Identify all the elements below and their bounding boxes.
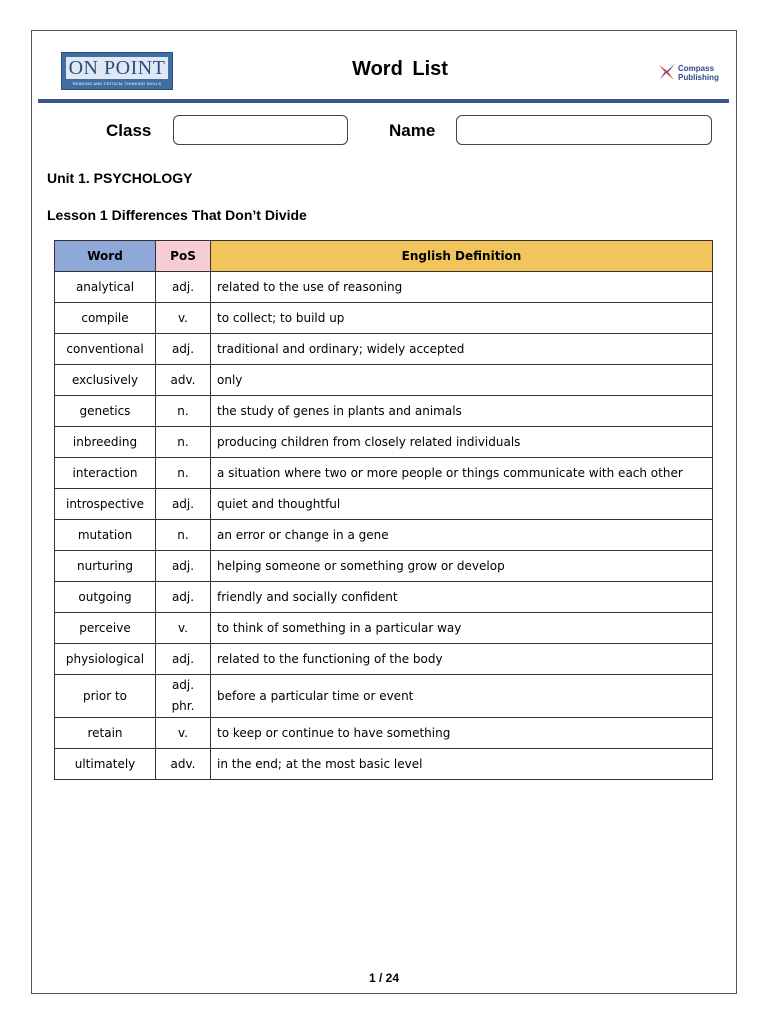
name-label: Name: [389, 121, 436, 140]
definition-cell: friendly and socially confident: [211, 582, 713, 613]
table-row: [55, 551, 713, 582]
table-row: [55, 718, 713, 749]
word-cell: ultimately: [55, 749, 156, 780]
pos-cell: adv.: [156, 749, 211, 780]
definition-cell: to keep or continue to have something: [211, 718, 713, 749]
lesson-heading: Lesson 1 Differences That Don’t Divide: [47, 207, 307, 223]
pos-cell: n.: [156, 427, 211, 458]
word-list-table: [54, 240, 713, 780]
word-cell: introspective: [55, 489, 156, 520]
header-pos: PoS: [156, 241, 211, 272]
logo-text: ON POINT: [66, 57, 168, 79]
word-cell: genetics: [55, 396, 156, 427]
definition-cell: producing children from closely related individuals: [211, 427, 713, 458]
word-cell: compile: [55, 303, 156, 334]
definition-cell: before a particular time or event: [211, 675, 713, 718]
definition-cell: in the end; at the most basic level: [211, 749, 713, 780]
class-label: Class: [106, 121, 152, 140]
pos-cell: adj.: [156, 489, 211, 520]
definition-cell: related to the functioning of the body: [211, 644, 713, 675]
word-cell: perceive: [55, 613, 156, 644]
definition-cell: the study of genes in plants and animals: [211, 396, 713, 427]
name-field[interactable]: [456, 115, 712, 145]
current-page: 1: [368, 971, 376, 985]
definition-cell: an error or change in a gene: [211, 520, 713, 551]
definition-cell: to collect; to build up: [211, 303, 713, 334]
total-pages: 24: [385, 971, 400, 985]
pos-cell: v.: [156, 613, 211, 644]
pos-cell: adv.: [156, 365, 211, 396]
table-row: [55, 272, 713, 303]
page-separator: /: [378, 971, 383, 985]
pos-line-2: phr.: [171, 699, 195, 713]
pos-cell: n.: [156, 520, 211, 551]
table-row: [55, 520, 713, 551]
header-rule: [38, 99, 729, 103]
pos-cell: adj.: [156, 272, 211, 303]
definition-cell: helping someone or something grow or develop: [211, 551, 713, 582]
publisher-name: [678, 64, 719, 82]
word-cell: mutation: [55, 520, 156, 551]
table-row: [55, 458, 713, 489]
header-definition: English Definition: [211, 241, 713, 272]
pos-cell: v.: [156, 718, 211, 749]
word-cell: nurturing: [55, 551, 156, 582]
document-title: Word List: [352, 58, 448, 80]
table-row: [55, 582, 713, 613]
word-cell: exclusively: [55, 365, 156, 396]
word-cell: retain: [55, 718, 156, 749]
header-word: Word: [55, 241, 156, 272]
table-header-row: [55, 241, 713, 272]
definition-cell: only: [211, 365, 713, 396]
table-row: [55, 365, 713, 396]
compass-star-icon: [656, 61, 678, 83]
word-cell: inbreeding: [55, 427, 156, 458]
definition-cell: quiet and thoughtful: [211, 489, 713, 520]
pos-cell: n.: [156, 396, 211, 427]
pos-cell: n.: [156, 458, 211, 489]
definition-cell: a situation where two or more people or things communicate with each other: [211, 458, 713, 489]
table-row: [55, 489, 713, 520]
table-row: [55, 334, 713, 365]
pos-cell: adj.: [156, 334, 211, 365]
table-row: [55, 303, 713, 334]
on-point-logo: [61, 52, 173, 90]
table-row: [55, 396, 713, 427]
word-cell: outgoing: [55, 582, 156, 613]
unit-heading: Unit 1. PSYCHOLOGY: [47, 170, 193, 186]
word-cell: prior to: [55, 675, 156, 718]
pos-cell: v.: [156, 303, 211, 334]
table-row: [55, 427, 713, 458]
definition-cell: traditional and ordinary; widely accepted: [211, 334, 713, 365]
pos-cell: adj.: [156, 644, 211, 675]
word-cell: conventional: [55, 334, 156, 365]
table-row: [55, 644, 713, 675]
table-row: [55, 613, 713, 644]
class-field[interactable]: [173, 115, 348, 145]
definition-cell: related to the use of reasoning: [211, 272, 713, 303]
definition-cell: to think of something in a particular way: [211, 613, 713, 644]
pos-cell: [156, 675, 211, 718]
pos-cell: adj.: [156, 551, 211, 582]
page-number: [334, 971, 434, 985]
logo-subtitle: READING AND CRITICAL THINKING SKILLS: [72, 81, 162, 86]
word-cell: interaction: [55, 458, 156, 489]
publisher-line-1: Compass: [678, 64, 715, 73]
table-row: [55, 749, 713, 780]
table-row: [55, 675, 713, 718]
word-cell: analytical: [55, 272, 156, 303]
pos-line-1: adj.: [171, 678, 195, 692]
publisher-line-2: Publishing: [678, 73, 719, 82]
pos-cell: adj.: [156, 582, 211, 613]
word-cell: physiological: [55, 644, 156, 675]
publisher-logo: [656, 61, 728, 83]
